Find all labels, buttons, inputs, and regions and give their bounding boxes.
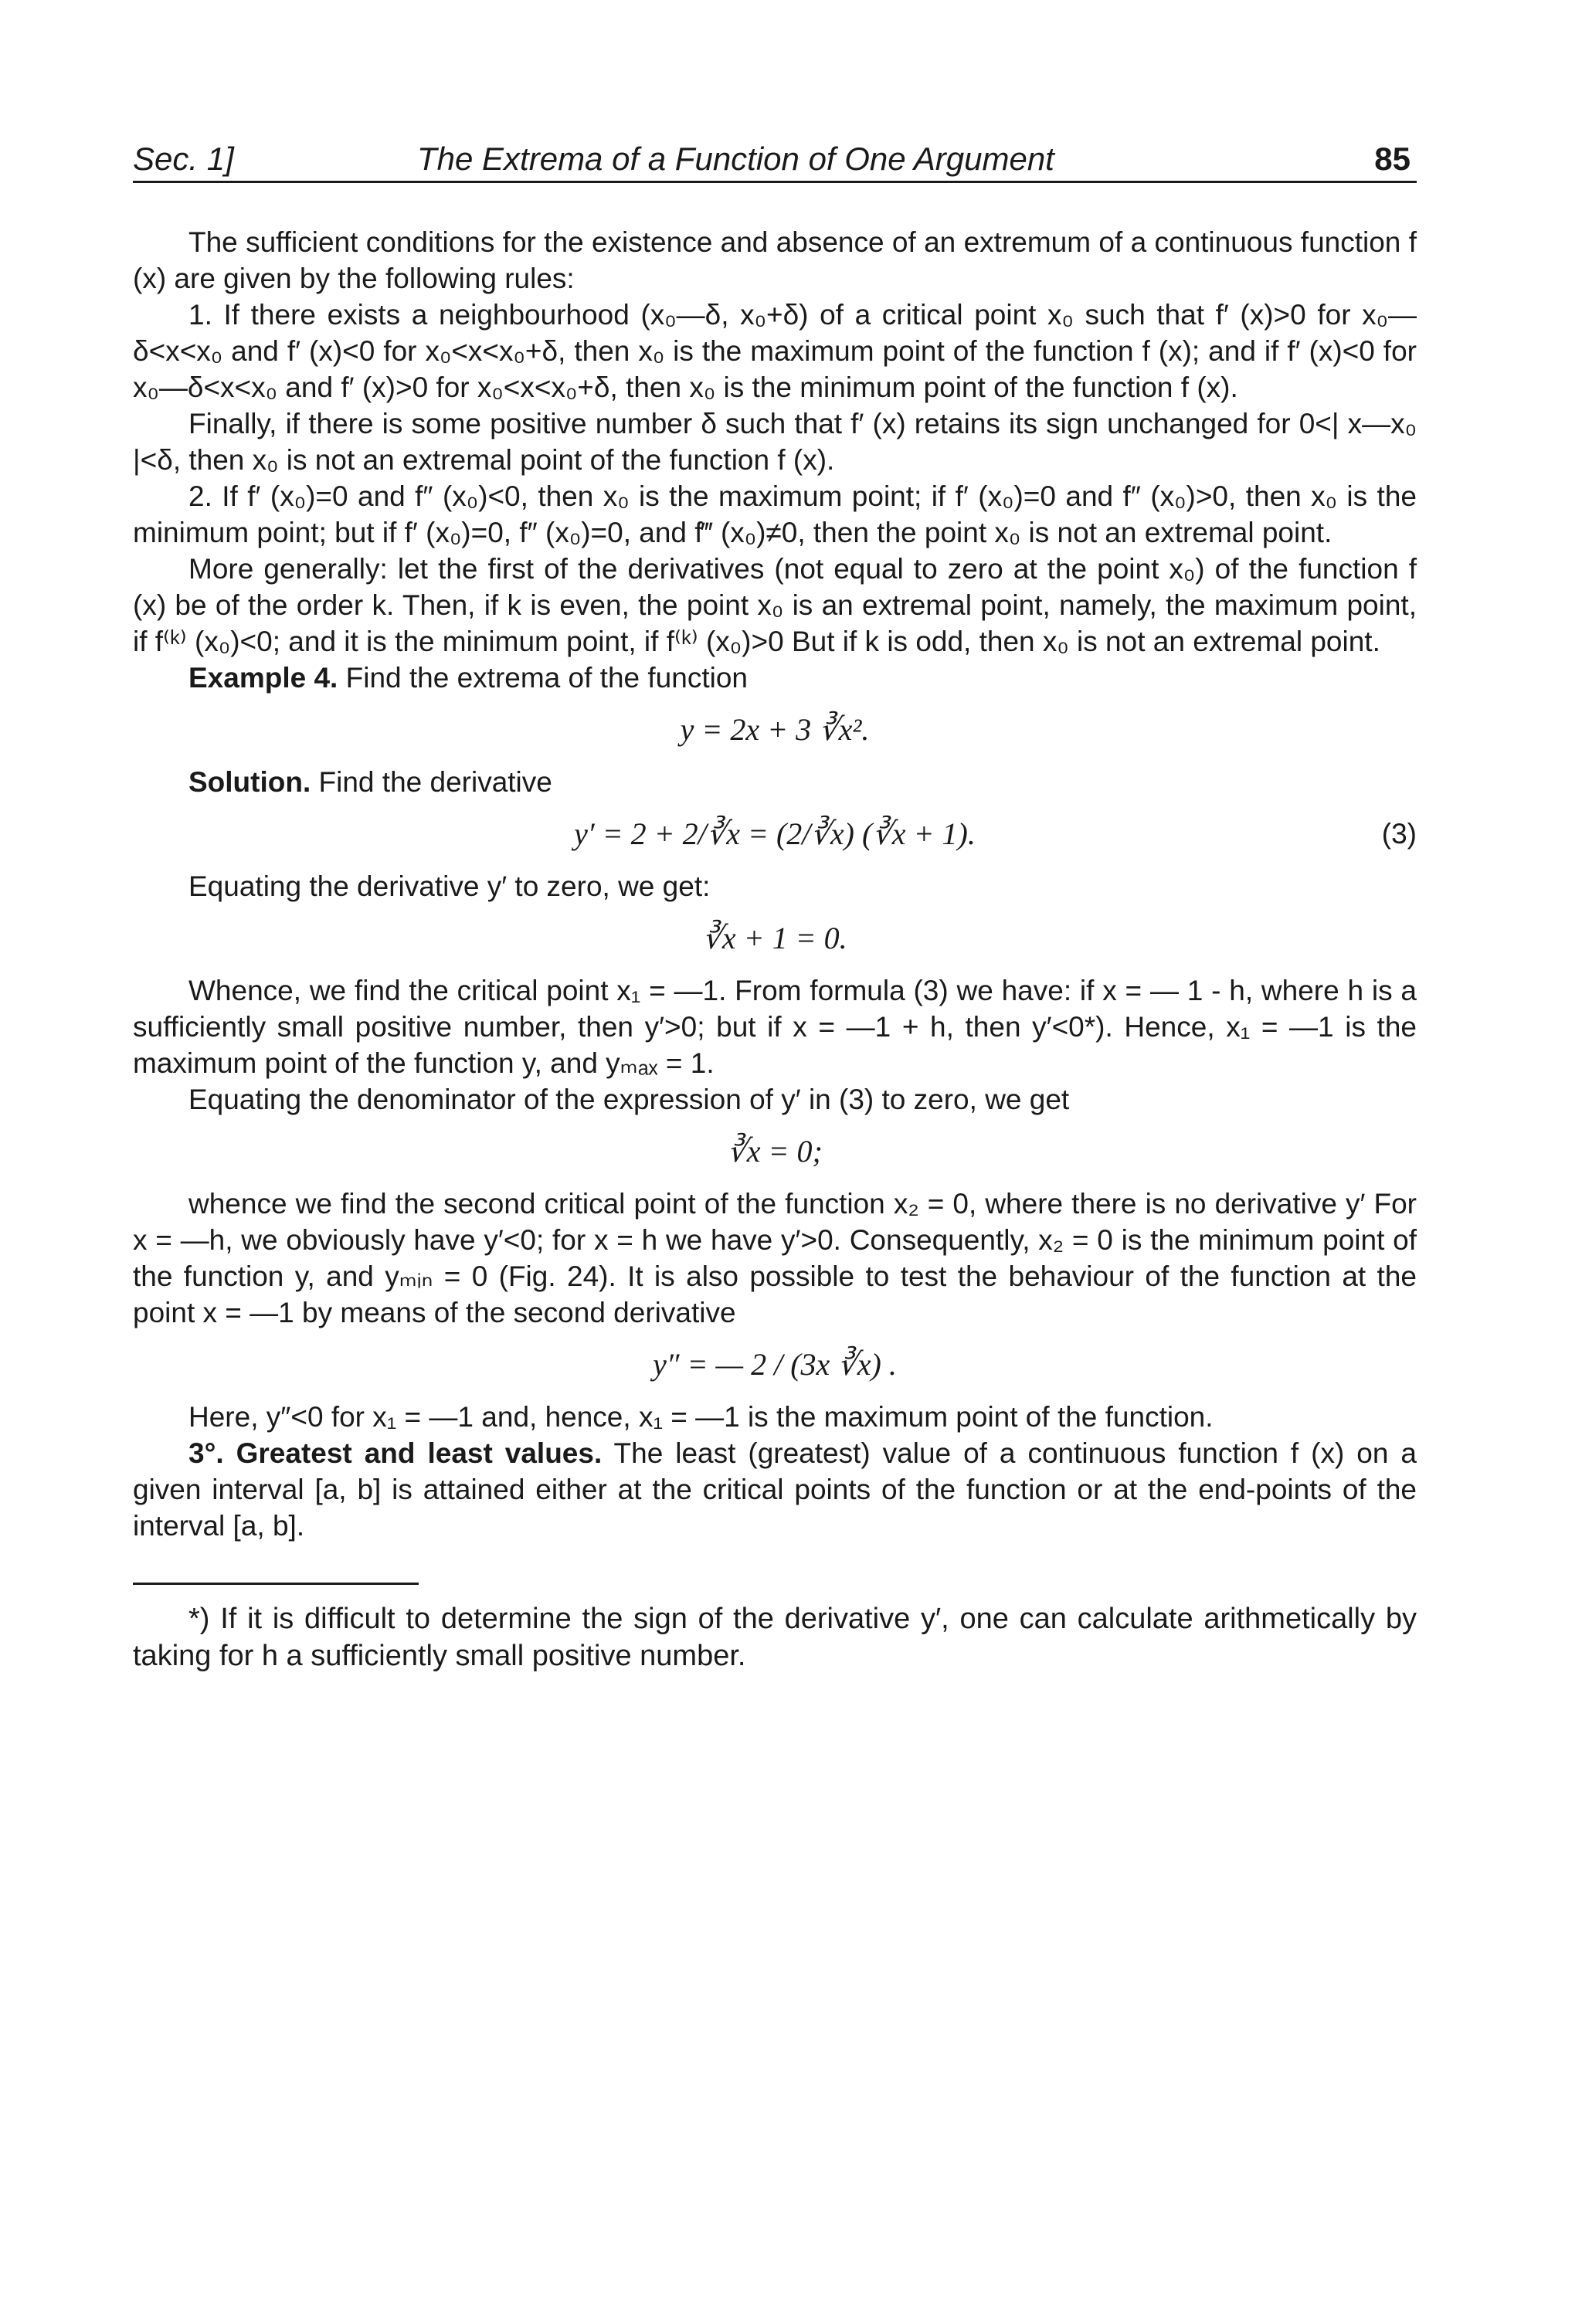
equating-denominator-paragraph: Equating the denominator of the expression of y′ in (3) to zero, we get xyxy=(188,1084,1070,1115)
greatest-least-paragraph xyxy=(133,1435,1417,1544)
example-text: Find the extrema of the function xyxy=(338,662,748,694)
solution-label: Solution. xyxy=(188,766,311,798)
example-paragraph xyxy=(133,660,1417,696)
equation-number: (3) xyxy=(1381,818,1417,850)
equating-paragraph: Equating the derivative y′ to zero, we get: xyxy=(188,870,711,902)
section-label: Sec. 1] xyxy=(133,141,234,177)
whence2-paragraph: whence we find the second critical point of the function x₂ = 0, where there is no derivative y′ For x = —h, we obviously have y′<0; for x = h we have y′>0. Consequently, x₂ = 0 is the minimum point of the function y, and yₘᵢₙ = 0 (Fig. 24). It is also possible to test the behaviour of the function at the point x = —1 by means of the second derivative xyxy=(133,1188,1417,1328)
rule-2-paragraph: 2. If f′ (x₀)=0 and f″ (x₀)<0, then x₀ is the maximum point; if f′ (x₀)=0 and f″ (x₀)>0, then x₀ is the minimum point; but if f′ (x₀)=0, f″ (x₀)=0, and f‴ (x₀)≠0, then the point x₀ is not an extremal point. xyxy=(133,480,1417,548)
example-label: Example 4. xyxy=(188,662,338,694)
chapter-title: The Extrema of a Function of One Argument xyxy=(417,141,1054,177)
general-paragraph: More generally: let the first of the derivatives (not equal to zero at the point x₀) of the function f (x) be of the order k. Then, if k is even, the point x₀ is an extremal point, namely, the maximum point, if f⁽ᵏ⁾ (x₀)<0; and it is the minimum point, if f⁽ᵏ⁾ (x₀)>0 But if k is odd, then x₀ is not an extremal point. xyxy=(133,553,1417,657)
footnote-divider xyxy=(133,1583,419,1585)
page-body xyxy=(133,224,1417,1674)
formula-second-derivative: y″ = — 2 / (3x ∛x) . xyxy=(653,1347,897,1382)
formula-zero: ∛x + 1 = 0. xyxy=(702,921,847,955)
greatest-least-text: The least (greatest) value of a continuous function f (x) on a given interval [a, b] is attained either at the critical points of the function or at the end-points of the interval [a, b]. xyxy=(133,1437,1417,1542)
footnote-text: *) If it is difficult to determine the sign of the derivative y′, one can calculate arithmetically by taking for h a sufficiently small positive number. xyxy=(133,1603,1417,1672)
here-paragraph: Here, y″<0 for x₁ = —1 and, hence, x₁ = —1 is the maximum point of the function. xyxy=(188,1401,1214,1433)
solution-text: Find the derivative xyxy=(311,766,552,798)
page-number: 85 xyxy=(1374,141,1411,177)
formula-function: y = 2x + 3 ∛x². xyxy=(680,712,870,747)
rule-1-paragraph: 1. If there exists a neighbourhood (x₀—δ, x₀+δ) of a critical point x₀ such that f′ (x)>0 for x₀—δ<x<x₀ and f′ (x)<0 for x₀<x<x₀+δ, then x₀ is the maximum point of the function f (x); and if f′ (x)<0 for x₀—δ<x<x₀ and f′ (x)>0 for x₀<x<x₀+δ, then x₀ is the minimum point of the function f (x). xyxy=(133,299,1417,403)
formula-derivative-text: y′ = 2 + 2/∛x = (2/∛x) (∛x + 1). xyxy=(574,816,976,851)
whence-paragraph: Whence, we find the critical point x₁ = —1. From formula (3) we have: if x = — 1 - h, where h is a sufficiently small positive number, then y′>0; but if x = —1 + h, then y′<0*). Hence, x₁ = —1 is the maximum point of the function y, and yₘₐₓ = 1. xyxy=(133,975,1417,1079)
running-header xyxy=(133,137,1417,183)
greatest-least-label: 3°. Greatest and least values. xyxy=(188,1437,603,1469)
formula-denominator: ∛x = 0; xyxy=(727,1134,823,1169)
solution-paragraph xyxy=(133,764,1417,800)
finally-paragraph: Finally, if there is some positive number δ such that f′ (x) retains its sign unchanged for 0<| x—x₀ |<δ, then x₀ is not an extremal point of the function f (x). xyxy=(133,408,1417,476)
footnote xyxy=(133,1600,1417,1674)
intro-paragraph: The sufficient conditions for the existence and absence of an extremum of a continuous function f (x) are given by the following rules: xyxy=(133,226,1417,294)
formula-derivative xyxy=(133,813,1417,856)
